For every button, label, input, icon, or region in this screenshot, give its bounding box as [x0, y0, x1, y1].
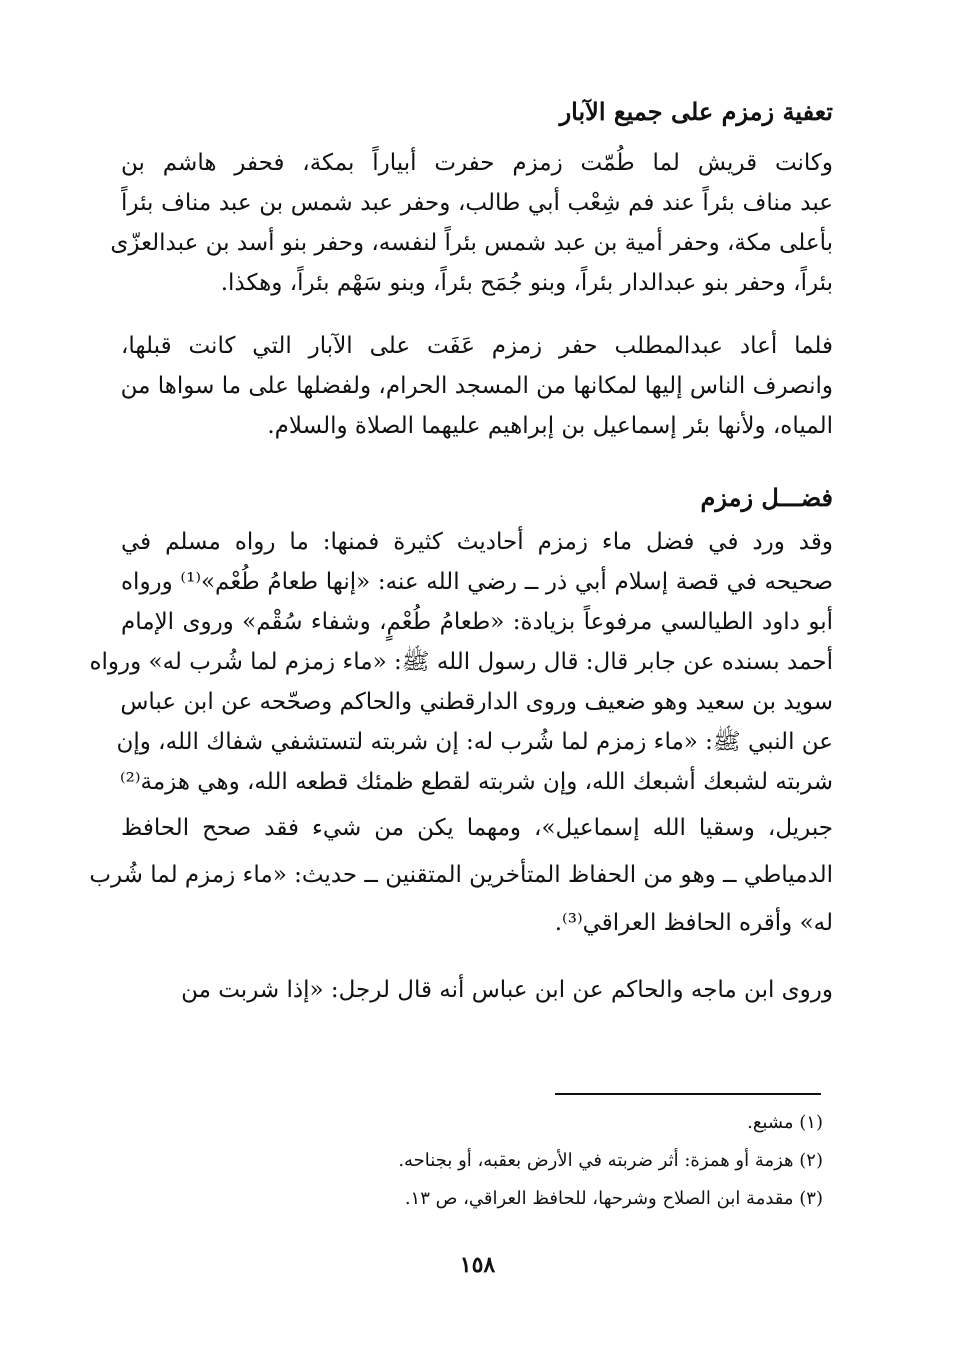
text-line: وانصرف الناس إليها لمكانها من المسجد الحرام، ولفضلها على ما سواها من	[120, 373, 833, 399]
section-heading: تعفية زمزم على جميع الآبار	[559, 97, 833, 126]
text-line: بئراً، وحفر بنو عبدالدار بئراً، وبنو جُمَح بئراً، وبنو سَهْم بئراً، وهكذا.	[220, 270, 833, 296]
text-line: أبو داود الطيالسي مرفوعاً بزيادة: «طعامُ طُعْمٍ، وشفاء سُقْم» وروى الإمام	[121, 609, 833, 635]
text-line: وقد ورد في فضل ماء زمزم أحاديث كثيرة فمنها: ما رواه مسلم في	[121, 529, 833, 555]
text-line: شربته لشبعك أشبعك الله، وإن شربته لقطع ظمئك قطعه الله، وهي هزمة⁽²⁾	[119, 769, 833, 795]
text-line: وروى ابن ماجه والحاكم عن ابن عباس أنه قال لرجل: «إذا شربت من	[181, 977, 833, 1003]
text-line: بأعلى مكة، وحفر أمية بن عبد شمس بئراً لنفسه، وحفر بنو أسد بن عبدالعزّى	[110, 230, 833, 256]
text-line: فلما أعاد عبدالمطلب حفر زمزم عَفَت على الآبار التي كانت قبلها،	[121, 333, 833, 359]
text-line: له» وأقره الحافظ العراقي⁽³⁾.	[554, 910, 833, 936]
text-line: صحيحه في قصة إسلام أبي ذر ــ رضي الله عنه: «إنها طعامُ طُعْم»⁽¹⁾ ورواه	[121, 569, 833, 595]
footnote: (٣) مقدمة ابن الصلاح وشرحها، للحافظ العراقي، ص ١٣.	[404, 1188, 823, 1209]
section-heading: فضـــل زمزم	[700, 483, 833, 512]
footnote: (١) مشبع.	[747, 1112, 823, 1133]
text-line: سويد بن سعيد وهو ضعيف وروى الدارقطني والحاكم وصحّحه عن ابن عباس	[120, 689, 833, 715]
footnote-separator	[555, 1093, 821, 1095]
text-line: عن النبي ﷺ: «ماء زمزم لما شُرب له: إن شربته لتستشفي شفاك الله، وإن	[116, 729, 833, 755]
page-number: ١٥٨	[459, 1252, 496, 1278]
text-line: المياه، ولأنها بئر إسماعيل بن إبراهيم عليهما الصلاة والسلام.	[267, 413, 833, 439]
text-line: جبريل، وسقيا الله إسماعيل»، ومهما يكن من شيء فقد صحح الحافظ	[121, 815, 833, 841]
text-line: أحمد بسنده عن جابر قال: قال رسول الله ﷺ: «ماء زمزم لما شُرب له» ورواه	[89, 649, 833, 675]
text-line: وكانت قريش لما طُمّت زمزم حفرت أبياراً بمكة، فحفر هاشم بن	[121, 150, 833, 176]
text-line: عبد مناف بئراً عند فم شِعْب أبي طالب، وحفر عبد شمس بن عبد مناف بئراً	[121, 190, 833, 216]
footnote: (٢) هزمة أو همزة: أثر ضربته في الأرض بعقبه، أو بجناحه.	[398, 1150, 823, 1171]
text-line: الدمياطي ــ وهو من الحفاظ المتأخرين المتقنين ــ حديث: «ماء زمزم لما شُرب	[89, 862, 833, 888]
